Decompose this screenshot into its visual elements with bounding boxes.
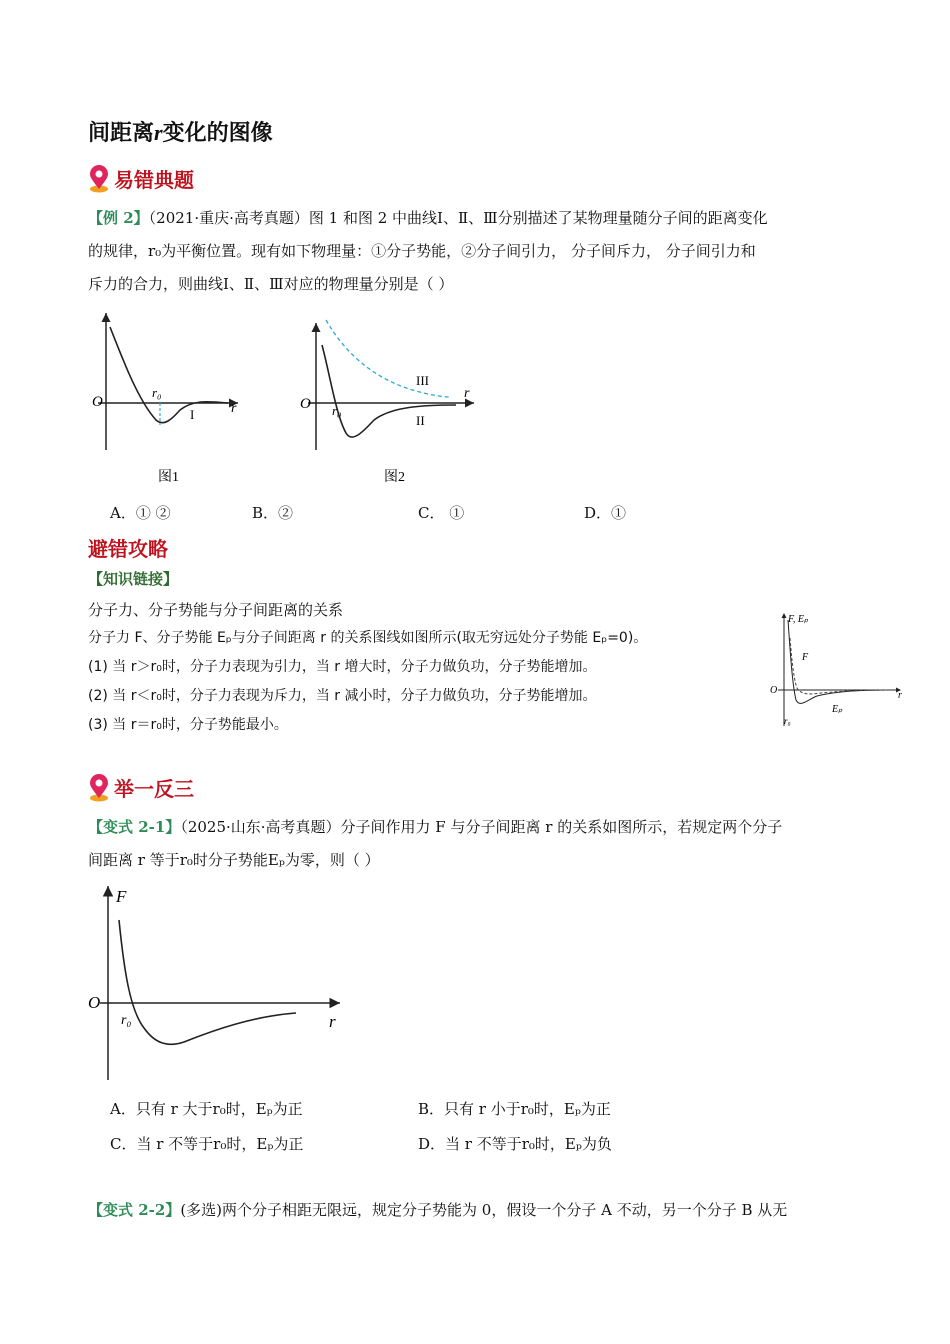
location-pin-icon	[88, 774, 110, 802]
example-line: 斥力的合力，则曲线Ⅰ、Ⅱ、Ⅲ对应的物理量分别是（ ）	[88, 275, 454, 293]
section-heading-mistakes: 易错典题	[88, 164, 194, 193]
variant1-question	[88, 811, 868, 877]
option-c[interactable]: C． ①	[418, 504, 465, 522]
knowledge-line: 分子力 F、分子势能 Eₚ与分子间距离 r 的关系图线如图所示(取无穷远处分子势能 Eₚ=0)。	[88, 630, 648, 646]
knowledge-line: (3) 当 r＝r₀时，分子势能最小。	[88, 717, 288, 733]
fig1-origin-label: O	[92, 394, 103, 410]
variant1-line: 间距离 r 等于r₀时分子势能Eₚ为零，则（ ）	[88, 851, 380, 869]
variant1-option-c[interactable]: C．当 r 不等于r₀时，Eₚ为正	[110, 1135, 304, 1153]
location-pin-icon	[88, 165, 110, 193]
option-b[interactable]: B．②	[252, 504, 294, 522]
knowledge-figure	[762, 608, 907, 733]
variant1-option-b[interactable]: B．只有 r 小于r₀时，Eₚ为正	[418, 1100, 611, 1118]
example-question	[88, 202, 868, 301]
knowledge-fig-r-label: r	[898, 690, 902, 701]
variant1-option-d[interactable]: D．当 r 不等于r₀时，Eₚ为负	[418, 1135, 612, 1153]
section-heading-practice: 举一反三	[88, 773, 194, 802]
variant1-fig-r-label: r	[329, 1012, 336, 1031]
knowledge-fig-Ep-label: Eₚ	[832, 704, 843, 715]
fig2-origin-label: O	[300, 396, 311, 412]
fig1-curve-I-label: I	[190, 407, 195, 422]
fig2-caption: 图2	[384, 470, 405, 485]
variant1-figure	[84, 880, 354, 1090]
fig2-curve-III-label: III	[416, 373, 429, 388]
example-line: （2021·重庆·高考真题）图 1 和图 2 中曲线Ⅰ、Ⅱ、Ⅲ分别描述了某物理量随分子间的距离变化	[148, 209, 768, 227]
knowledge-body	[88, 624, 748, 740]
fig2-r-label: r	[464, 386, 470, 401]
knowledge-fig-r0-label: r₀	[784, 716, 791, 726]
page-title: 间距离r变化的图像	[88, 120, 273, 146]
variant2-line: (多选)两个分子相距无限远，规定分子势能为 0，假设一个分子 A 不动，另一个分子 B 从无	[180, 1201, 788, 1219]
knowledge-fig-axis-label: F, Eₚ	[788, 614, 809, 625]
variant1-fig-F-label: F	[116, 887, 127, 906]
knowledge-line: (1) 当 r＞r₀时，分子力表现为引力，当 r 增大时，分子力做负功，分子势能增加。	[88, 659, 597, 675]
variant2-tag: 【变式 2-2】	[88, 1201, 181, 1219]
variant1-tag: 【变式 2-1】	[88, 818, 181, 836]
variant1-fig-origin-label: O	[88, 993, 101, 1012]
option-a[interactable]: A．① ②	[110, 504, 171, 522]
example-line: 的规律，r₀为平衡位置。现有如下物理量：①分子势能，②分子间引力， 分子间斥力， 分子间引力和	[88, 242, 756, 260]
variant1-fig-r0-label: r₀	[121, 1013, 132, 1028]
knowledge-line: (2) 当 r＜r₀时，分子力表现为斥力，当 r 减小时，分子力做负功，分子势能增加。	[88, 688, 597, 704]
fig2-r0-label: r₀	[332, 403, 342, 418]
knowledge-fig-origin-label: O	[770, 685, 778, 696]
knowledge-fig-F-label: F	[802, 652, 809, 663]
figure-1	[88, 305, 258, 495]
example-tag: 【例 2】	[88, 209, 149, 227]
knowledge-tag: 【知识链接】	[88, 570, 179, 588]
fig1-r0-label: r₀	[152, 385, 162, 400]
section-heading-strategy: 避错攻略	[88, 537, 168, 561]
variant1-line: （2025·山东·高考真题）分子间作用力 F 与分子间距离 r 的关系如图所示，若规定两个分子	[180, 818, 783, 836]
figure-2	[296, 305, 486, 495]
knowledge-subtitle: 分子力、分子势能与分子间距离的关系	[88, 601, 344, 619]
variant1-option-a[interactable]: A．只有 r 大于r₀时，Eₚ为正	[110, 1100, 303, 1118]
option-d[interactable]: D．①	[584, 504, 627, 522]
variant2-question	[88, 1194, 878, 1227]
fig1-caption: 图1	[158, 470, 179, 485]
fig2-curve-II-label: II	[416, 413, 425, 428]
fig1-r-label: r	[231, 401, 237, 416]
